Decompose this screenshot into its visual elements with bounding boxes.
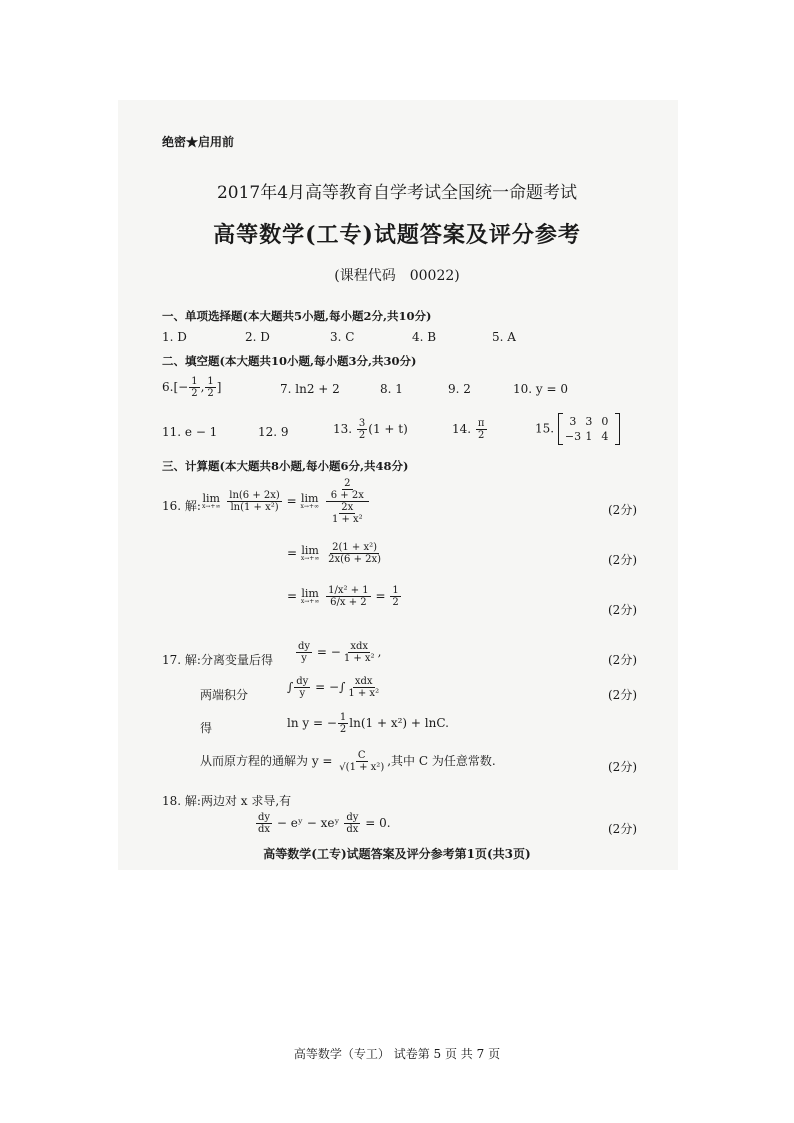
answer-4: 4. B bbox=[412, 330, 437, 344]
q17-line1: $\frac{dy}{y}$ = − $\frac{\text{xdx}}{\text{1 + x²}}$ , bbox=[298, 641, 382, 664]
q16-label: 16. 解: bbox=[162, 499, 201, 513]
q18-points-1: (2分) bbox=[608, 822, 637, 836]
section3-title: 三、计算题(本大题共8小题,每小题6分,共48分) bbox=[162, 459, 409, 473]
q16-line2: = lim x→+∞ $\frac{\text{2(1 + x²)}}{2x(6 + 2x)}$ bbox=[287, 542, 382, 565]
q17-line2-label: 两端积分 bbox=[200, 688, 249, 702]
q16-points-3: (2分) bbox=[608, 603, 637, 617]
confidential-label: 绝密★启用前 bbox=[162, 135, 235, 149]
q16-points-1: (2分) bbox=[608, 503, 637, 517]
section1-title: 一、单项选择题(本大题共5小题,每小题2分,共10分) bbox=[162, 309, 432, 323]
q17-points-3: (2分) bbox=[608, 760, 637, 774]
q17-label: 17. 解:分离变量后得 bbox=[162, 653, 273, 667]
answer-key-page-footer: 高等数学(工专)试题答案及评分参考第1页(共3页) bbox=[263, 847, 531, 861]
answer-15-matrix: 3 3 0 −3 1 4 bbox=[558, 413, 620, 445]
q17-line3-label: 得 bbox=[200, 721, 213, 735]
answer-7: 7. ln2 + 2 bbox=[280, 382, 340, 396]
q16-points-2: (2分) bbox=[608, 553, 637, 567]
answer-3: 3. C bbox=[330, 330, 355, 344]
course-code: (课程代码 00022) bbox=[334, 268, 460, 284]
q17-points-1: (2分) bbox=[608, 653, 637, 667]
answer-8: 8. 1 bbox=[380, 382, 403, 396]
answer-1: 1. D bbox=[162, 330, 187, 344]
q17-line2: ∫ $\frac{dy}{y}$ = −∫ $\frac{\text{xdx}}{\text{1 + x²}}$ bbox=[287, 676, 380, 699]
answer-6: 6.[− $\frac{1}{2}$ , $\frac{1}{2}$ ] bbox=[162, 376, 222, 399]
q18-label: 18. 解:两边对 x 求导,有 bbox=[162, 794, 292, 808]
q17-points-2: (2分) bbox=[608, 688, 637, 702]
exam-page-footer: 高等数学（专工） 试卷第 5 页 共 7 页 bbox=[293, 1047, 501, 1061]
answer-13: 13. $\frac{3}{2}$ (1 + t) bbox=[333, 418, 408, 441]
answer-12: 12. 9 bbox=[258, 425, 289, 439]
q16-line3: = lim x→+∞ $\frac{\text{1/x² + 1}}{6/x + 2}$ = $\frac{1}{2}$ bbox=[287, 585, 399, 608]
exam-title: 2017年4月高等教育自学考试全国统一命题考试 bbox=[216, 183, 578, 203]
q18-line1: $\frac{dy}{dx}$ − eʸ − xeʸ $\frac{dy}{dx}$ = 0. bbox=[258, 812, 391, 835]
section2-title: 二、填空题(本大题共10小题,每小题3分,共30分) bbox=[162, 354, 417, 368]
q17-line4: 从而原方程的通解为 y = $\frac{C}{\text{√(1 + x²)}}$ ,其中 C 为任意常数. bbox=[200, 750, 496, 773]
q16-line1: lim x→+∞ $\frac{\ln(6 + 2x)}{\text{ln(1 + x²)}}$ = lim x→+∞ $\frac{\frac{2}{6 + 2x}}{\frac{2x}{\text{1 + x²}}}$ bbox=[202, 478, 370, 525]
q17-line3: ln y = − $\frac{1}{2}$ ln(1 + x²) + lnC. bbox=[287, 712, 449, 735]
answer-14: 14. $\frac{\pi}{2}$ bbox=[452, 418, 485, 441]
answer-9: 9. 2 bbox=[448, 382, 471, 396]
answer-key-title: 高等数学(工专)试题答案及评分参考 bbox=[213, 222, 581, 248]
answer-11: 11. e − 1 bbox=[162, 425, 218, 439]
answer-2: 2. D bbox=[245, 330, 270, 344]
answer-10: 10. y = 0 bbox=[513, 382, 568, 396]
answer-15: 15. 3 3 0 −3 1 4 bbox=[535, 413, 620, 445]
answer-5: 5. A bbox=[492, 330, 516, 344]
